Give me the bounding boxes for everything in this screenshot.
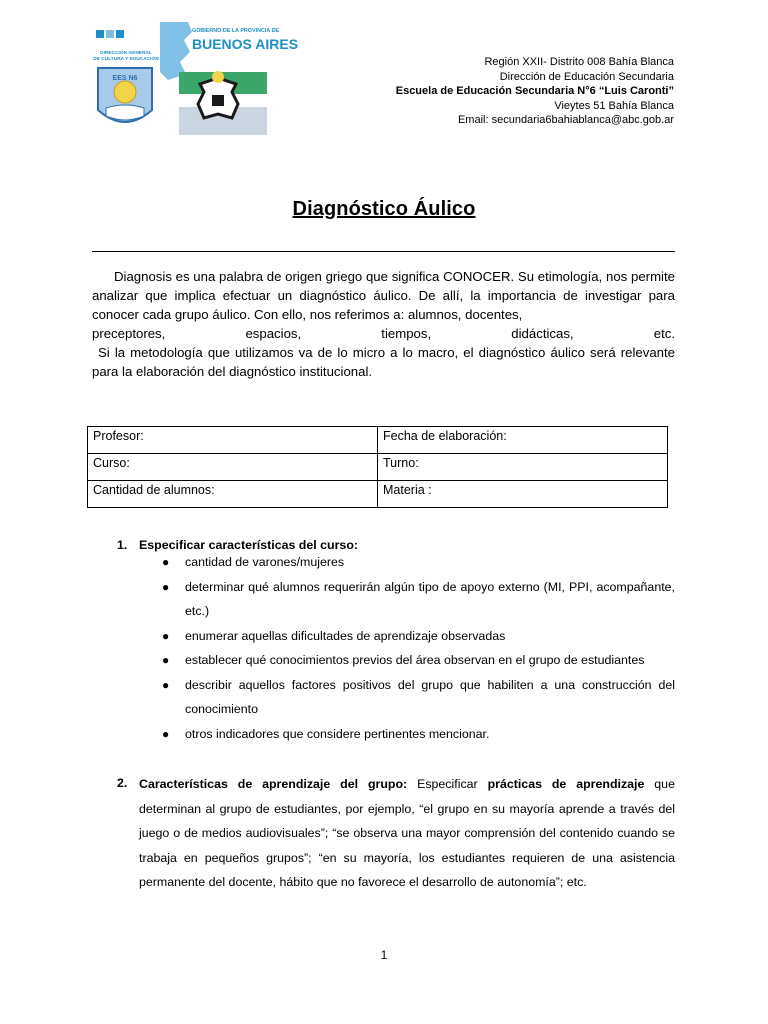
flag-emblem-icon (179, 71, 267, 135)
list-item: ● enumerar aquellas dificultades de aprendizaje observadas (162, 624, 675, 649)
bullet-icon: ● (162, 677, 170, 692)
section-2-number: 2. (117, 776, 128, 790)
intro-text-2: Si la metodología que utilizamos va de lo micro a lo macro, el diagnóstico áulico será relevante para la elaboración del diagnóstico institucional. (92, 345, 675, 379)
list-item: ● determinar qué alumnos requerirán algún tipo de apoyo externo (MI, PPI, acompañante, etc.) (162, 575, 675, 624)
list-item: ● establecer qué conocimientos previos del área observan en el grupo de estudiantes (162, 648, 675, 673)
list-item: ● describir aquellos factores positivos del grupo que habiliten a una construcción del conocimiento (162, 673, 675, 722)
header-region: Región XXII- Distrito 008 Bahía Blanca (484, 56, 674, 68)
list-item: ● otros indicadores que considere pertinentes mencionar. (162, 722, 675, 747)
title-divider (92, 251, 675, 252)
bullet-icon: ● (162, 653, 170, 667)
section-2 (92, 772, 675, 922)
section-1-bullets (162, 550, 675, 746)
bullet-icon: ● (162, 555, 170, 569)
header-address: Vieytes 51 Bahía Blanca (554, 99, 674, 112)
table-row (88, 481, 668, 508)
dgce-eesn6-logo (92, 24, 162, 136)
school-header-info (334, 55, 674, 128)
section-1-heading: Especificar características del curso: (139, 538, 359, 552)
intro-text-1: Diagnosis es una palabra de origen griego que significa CONOCER. Su etimología, nos permite analizar que implica efectuar un diagnóstico áulico. De allí, la importancia de investigar para conocer cada grupo áulico. Con ello, nos referimos a: alumnos, docentes, (92, 269, 675, 322)
bullet-icon: ● (162, 726, 170, 741)
svg-text:EES N6: EES N6 (112, 75, 138, 82)
dgce-emblem-icon (96, 30, 124, 38)
province-map-icon (160, 22, 192, 80)
page-number: 1 (380, 948, 388, 962)
header-school-name: Escuela de Educación Secundaria N°6 “Luis Caronti” (395, 85, 674, 98)
intro-text-1-last: preceptores, espacios, tiempos, didácticas, etc. (92, 326, 675, 341)
table-cell-materia[interactable]: Materia : (378, 481, 668, 508)
section-1-number: 1. (117, 538, 128, 552)
page-title: Diagnóstico Áulico (292, 198, 476, 220)
section-2-text: Características de aprendizaje del grupo: Especificar prácticas de aprendizaje que determinan al grupo de estudiantes, por ejemplo, “el grupo en su mayoría aprende a través del juego o de medios audiovisuales”; “se observa una mayor comprensión del contenido cuando se trabaja en pequeños grupos”; “en su mayoría, los estudiantes requieren de una asistencia permanente del docente, hábito que no favorece el desarrollo de autonomía”; etc. (139, 777, 675, 889)
section-2-heading: Características de aprendizaje del grupo: (139, 777, 408, 791)
gba-logo (160, 22, 299, 135)
table-cell-curso[interactable]: Curso: (88, 454, 378, 481)
svg-text:DE CULTURA Y EDUCACIÓN: DE CULTURA Y EDUCACIÓN (93, 57, 159, 62)
table-cell-fecha[interactable]: Fecha de elaboración: (378, 427, 668, 454)
table-cell-turno[interactable]: Turno: (378, 454, 668, 481)
list-item: ● cantidad de varones/mujeres (162, 550, 675, 575)
section-2-emphasis: prácticas de aprendizaje (487, 777, 645, 791)
table-cell-profesor[interactable]: Profesor: (88, 427, 378, 454)
table-cell-cantidad[interactable]: Cantidad de alumnos: (88, 481, 378, 508)
section-1 (92, 538, 675, 748)
svg-text:DIRECCIÓN GENERAL: DIRECCIÓN GENERAL (100, 51, 152, 56)
course-info-table (87, 426, 668, 508)
header-email: Email: secundaria6bahiablanca@abc.gob.ar (457, 114, 674, 127)
svg-text:GOBIERNO DE LA PROVINCIA DE: GOBIERNO DE LA PROVINCIA DE (192, 28, 280, 34)
bullet-icon: ● (162, 579, 170, 594)
table-row (88, 454, 668, 481)
header-direction: Dirección de Educación Secundaria (499, 70, 674, 83)
svg-text:BUENOS AIRES: BUENOS AIRES (192, 36, 299, 52)
bullet-icon: ● (162, 628, 170, 643)
intro-paragraph (92, 267, 675, 381)
table-row (88, 427, 668, 454)
